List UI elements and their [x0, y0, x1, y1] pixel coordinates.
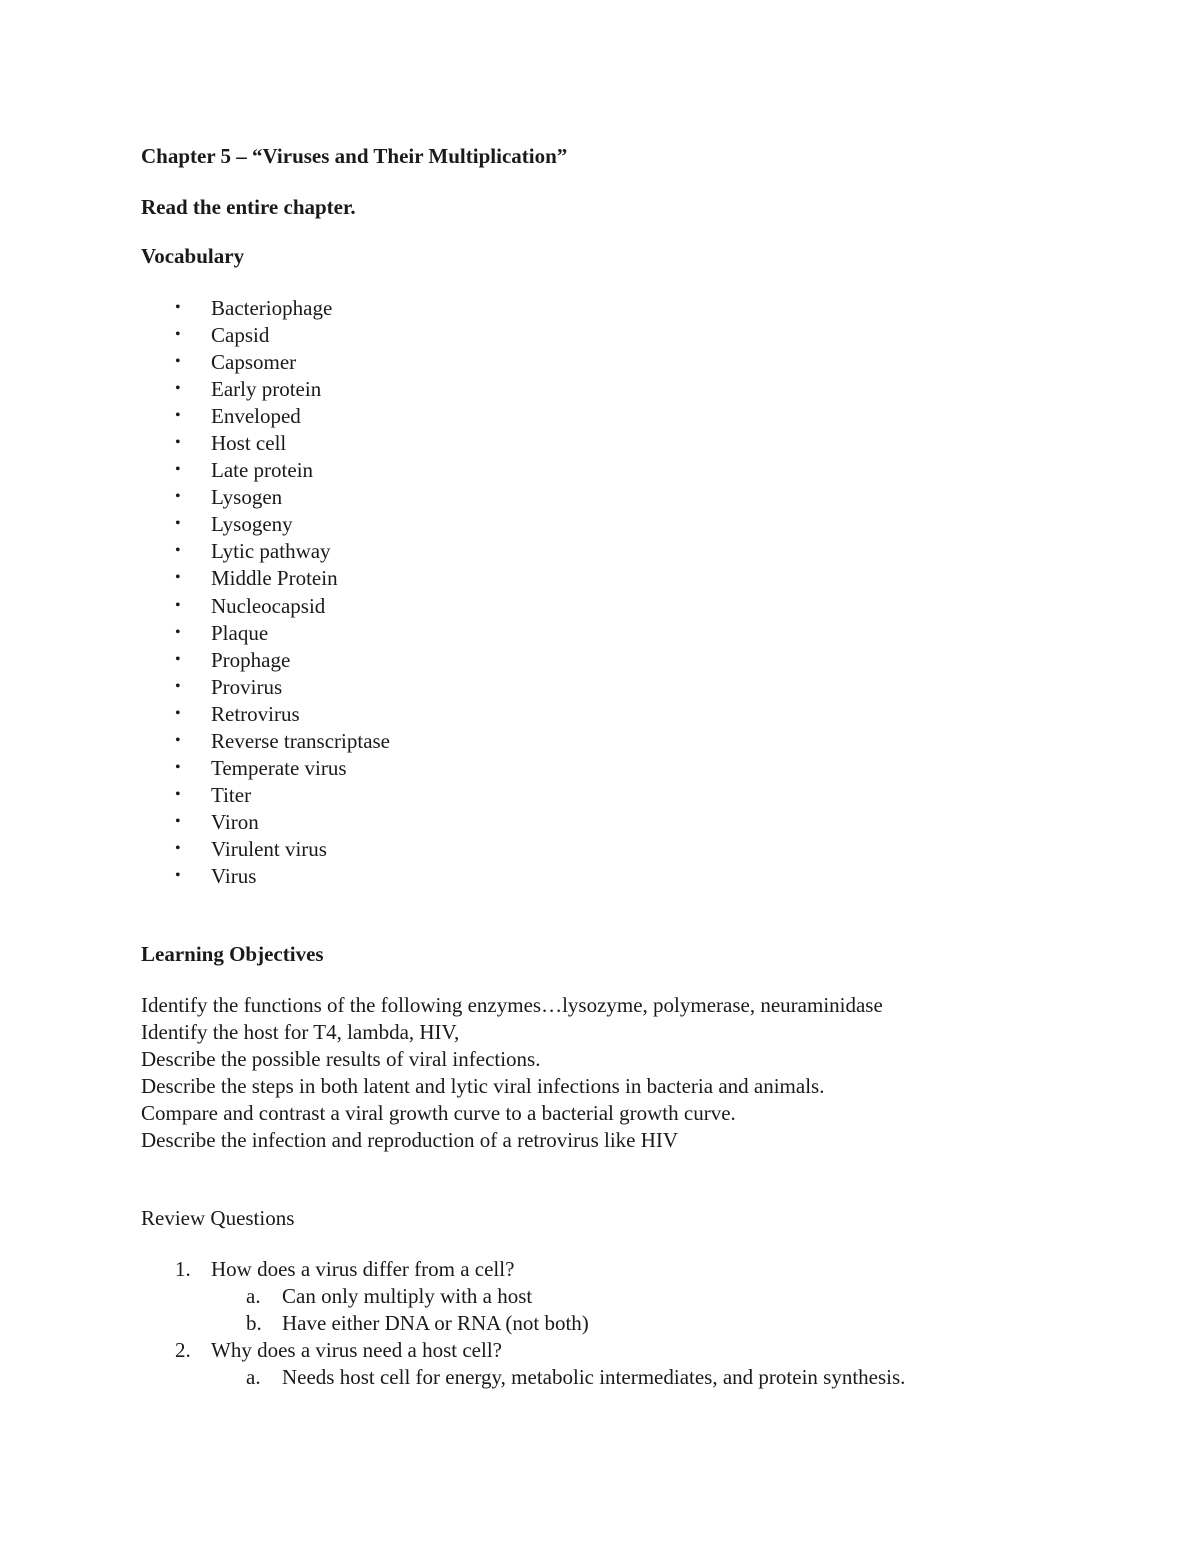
bullet-icon: •: [175, 596, 181, 614]
vocabulary-term: Capsid: [211, 323, 270, 348]
learning-objective: Describe the steps in both latent and lytic viral infections in bacteria and animals.: [141, 1074, 825, 1098]
bullet-icon: •: [175, 623, 181, 641]
vocabulary-term: Titer: [211, 782, 252, 807]
vocabulary-term: Lysogen: [211, 485, 283, 510]
vocabulary-term: Retrovirus: [211, 701, 300, 726]
answer-letter: b.: [246, 1311, 262, 1335]
learning-objectives-list: [141, 992, 883, 1154]
learning-objective: Compare and contrast a viral growth curve to a bacterial growth curve.: [141, 1101, 736, 1125]
question-text: Why does a virus need a host cell?: [211, 1338, 502, 1362]
bullet-icon: •: [175, 542, 181, 560]
bullet-icon: •: [175, 785, 181, 803]
answer-letter: a.: [246, 1365, 261, 1389]
vocabulary-term: Late protein: [211, 458, 314, 483]
bullet-icon: •: [175, 380, 181, 398]
bullet-icon: •: [175, 812, 181, 830]
vocabulary-term: Host cell: [211, 431, 287, 456]
vocabulary-term: Viron: [211, 809, 259, 834]
vocabulary-term: Capsomer: [211, 350, 297, 375]
chapter-title: Chapter 5 – “Viruses and Their Multiplication”: [141, 144, 568, 168]
bullet-icon: •: [175, 353, 181, 371]
vocabulary-term: Bacteriophage: [211, 296, 333, 320]
vocabulary-term: Reverse transcriptase: [211, 728, 391, 753]
bullet-icon: •: [175, 407, 181, 425]
vocabulary-term: Prophage: [211, 647, 291, 672]
answer-text: Have either DNA or RNA (not both): [282, 1311, 589, 1335]
review-questions-heading: Review Questions: [141, 1206, 295, 1230]
vocabulary-term: Virus: [211, 863, 257, 888]
learning-objective: Describe the infection and reproduction of a retrovirus like HIV: [141, 1128, 679, 1152]
answer-letter: a.: [246, 1284, 261, 1308]
answer-text: Needs host cell for energy, metabolic intermediates, and protein synthesis.: [282, 1365, 906, 1389]
reading-instruction: Read the entire chapter.: [141, 195, 356, 219]
vocabulary-term: Lytic pathway: [211, 539, 331, 564]
vocabulary-term: Virulent virus: [211, 836, 327, 861]
learning-objective: Describe the possible results of viral infections.: [141, 1047, 541, 1071]
vocabulary-term: Temperate virus: [211, 755, 347, 780]
bullet-icon: •: [175, 326, 181, 344]
learning-objective: Identify the functions of the following enzymes…lysozyme, polymerase, neuraminidase: [141, 993, 883, 1017]
question-number: 1.: [175, 1257, 191, 1281]
vocabulary-term: Nucleocapsid: [211, 593, 326, 618]
bullet-icon: •: [175, 839, 181, 857]
bullet-icon: •: [175, 299, 181, 316]
vocabulary-heading: Vocabulary: [141, 244, 245, 268]
vocabulary-term: Enveloped: [211, 404, 301, 429]
vocabulary-term: Middle Protein: [211, 566, 338, 591]
bullet-icon: •: [175, 434, 181, 452]
bullet-icon: •: [175, 677, 181, 695]
bullet-icon: •: [175, 488, 181, 506]
bullet-icon: •: [175, 569, 181, 587]
question-text: How does a virus differ from a cell?: [211, 1257, 515, 1281]
vocabulary-term: Provirus: [211, 674, 283, 699]
learning-objectives-heading: Learning Objectives: [141, 942, 324, 966]
vocabulary-term: Early protein: [211, 377, 322, 402]
bullet-icon: •: [175, 650, 181, 668]
question-number: 2.: [175, 1338, 191, 1362]
bullet-icon: •: [175, 866, 181, 884]
vocabulary-term: Lysogeny: [211, 512, 293, 537]
bullet-icon: •: [175, 704, 181, 722]
vocabulary-term: Plaque: [211, 620, 269, 645]
answer-text: Can only multiply with a host: [282, 1284, 533, 1308]
learning-objective: Identify the host for T4, lambda, HIV,: [141, 1020, 460, 1044]
bullet-icon: •: [175, 731, 181, 749]
bullet-icon: •: [175, 461, 181, 479]
bullet-icon: •: [175, 515, 181, 533]
bullet-icon: •: [175, 758, 181, 776]
